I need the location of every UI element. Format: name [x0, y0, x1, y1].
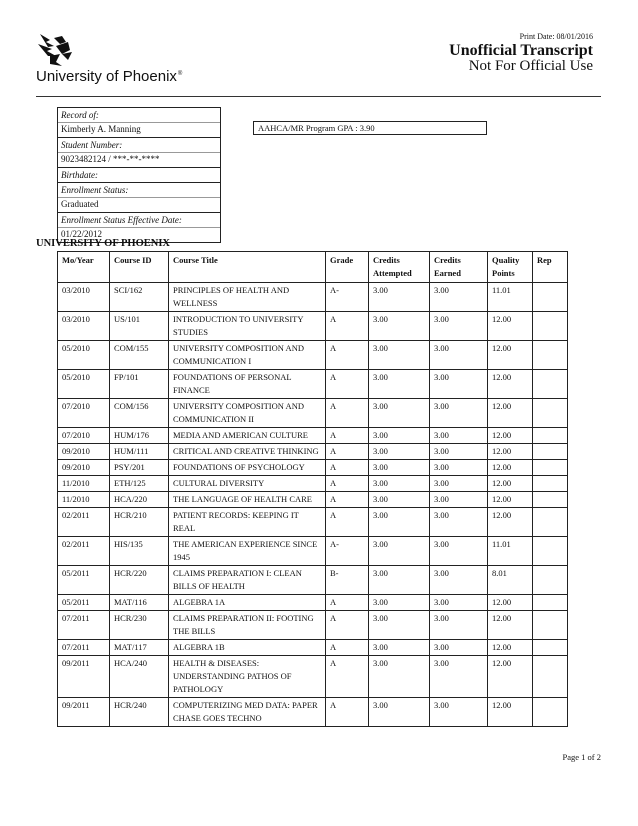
cell-credits-attempted: 3.00 — [369, 428, 430, 444]
cell-course-title: CRITICAL AND CREATIVE THINKING — [169, 444, 326, 460]
cell-rep — [533, 370, 568, 399]
cell-credits-earned: 3.00 — [430, 640, 488, 656]
cell-credits-attempted: 3.00 — [369, 312, 430, 341]
cell-quality-points: 12.00 — [488, 460, 533, 476]
cell-mo-year: 09/2010 — [58, 444, 110, 460]
cell-course-id: HCR/240 — [110, 698, 169, 727]
cell-credits-earned: 3.00 — [430, 595, 488, 611]
cell-course-title: CULTURAL DIVERSITY — [169, 476, 326, 492]
cell-mo-year: 11/2010 — [58, 492, 110, 508]
print-date: Print Date: 08/01/2016 — [519, 32, 593, 41]
cell-mo-year: 05/2010 — [58, 341, 110, 370]
page-number: Page 1 of 2 — [562, 752, 601, 762]
cell-quality-points: 12.00 — [488, 476, 533, 492]
cell-quality-points: 11.01 — [488, 283, 533, 312]
cell-credits-earned: 3.00 — [430, 460, 488, 476]
cell-grade: A — [326, 341, 369, 370]
cell-mo-year: 07/2010 — [58, 428, 110, 444]
cell-course-id: MAT/116 — [110, 595, 169, 611]
cell-mo-year: 09/2010 — [58, 460, 110, 476]
column-header-rep: Rep — [533, 252, 568, 283]
cell-credits-earned: 3.00 — [430, 312, 488, 341]
cell-course-id: FP/101 — [110, 370, 169, 399]
cell-quality-points: 12.00 — [488, 508, 533, 537]
birthdate-section — [58, 168, 220, 183]
cell-credits-attempted: 3.00 — [369, 640, 430, 656]
cell-course-title: THE AMERICAN EXPERIENCE SINCE 1945 — [169, 537, 326, 566]
cell-credits-attempted: 3.00 — [369, 341, 430, 370]
enrollment-status-label: Enrollment Status: — [61, 185, 129, 195]
column-header-mo-year: Mo/Year — [58, 252, 110, 283]
cell-rep — [533, 492, 568, 508]
cell-quality-points: 12.00 — [488, 595, 533, 611]
record-of-section — [58, 108, 220, 138]
cell-credits-attempted: 3.00 — [369, 476, 430, 492]
cell-grade: A — [326, 312, 369, 341]
cell-rep — [533, 537, 568, 566]
cell-course-title: CLAIMS PREPARATION II: FOOTING THE BILLS — [169, 611, 326, 640]
cell-grade: A- — [326, 283, 369, 312]
cell-course-id: HCA/220 — [110, 492, 169, 508]
cell-credits-earned: 3.00 — [430, 444, 488, 460]
cell-credits-earned: 3.00 — [430, 656, 488, 698]
cell-course-title: ALGEBRA 1A — [169, 595, 326, 611]
cell-grade: A — [326, 611, 369, 640]
cell-course-title: ALGEBRA 1B — [169, 640, 326, 656]
cell-course-title: INTRODUCTION TO UNIVERSITY STUDIES — [169, 312, 326, 341]
cell-quality-points: 12.00 — [488, 370, 533, 399]
cell-mo-year: 05/2010 — [58, 370, 110, 399]
table-row — [58, 460, 568, 476]
cell-course-title: UNIVERSITY COMPOSITION AND COMMUNICATION I — [169, 341, 326, 370]
cell-rep — [533, 341, 568, 370]
table-row — [58, 566, 568, 595]
cell-credits-earned: 3.00 — [430, 370, 488, 399]
record-of-label: Record of: — [61, 110, 99, 120]
cell-credits-attempted: 3.00 — [369, 444, 430, 460]
cell-rep — [533, 508, 568, 537]
cell-grade: A — [326, 444, 369, 460]
cell-mo-year: 05/2011 — [58, 595, 110, 611]
cell-mo-year: 07/2010 — [58, 399, 110, 428]
course-table — [57, 251, 568, 727]
cell-credits-attempted: 3.00 — [369, 370, 430, 399]
cell-course-id: HUM/176 — [110, 428, 169, 444]
cell-course-id: US/101 — [110, 312, 169, 341]
cell-mo-year: 03/2010 — [58, 312, 110, 341]
cell-quality-points: 12.00 — [488, 640, 533, 656]
cell-grade: A- — [326, 537, 369, 566]
enrollment-status-section — [58, 183, 220, 213]
cell-quality-points: 11.01 — [488, 537, 533, 566]
cell-course-id: PSY/201 — [110, 460, 169, 476]
cell-rep — [533, 460, 568, 476]
cell-grade: A — [326, 698, 369, 727]
page-subtitle: Not For Official Use — [468, 58, 593, 74]
cell-credits-earned: 3.00 — [430, 341, 488, 370]
cell-grade: A — [326, 595, 369, 611]
table-row — [58, 698, 568, 727]
cell-grade: A — [326, 640, 369, 656]
cell-course-id: HCR/230 — [110, 611, 169, 640]
cell-mo-year: 07/2011 — [58, 611, 110, 640]
cell-course-id: HUM/111 — [110, 444, 169, 460]
table-row — [58, 476, 568, 492]
table-row — [58, 611, 568, 640]
cell-credits-attempted: 3.00 — [369, 460, 430, 476]
university-logo — [36, 32, 206, 86]
table-row — [58, 640, 568, 656]
cell-credits-earned: 3.00 — [430, 283, 488, 312]
cell-course-id: COM/156 — [110, 399, 169, 428]
cell-credits-attempted: 3.00 — [369, 537, 430, 566]
cell-credits-earned: 3.00 — [430, 428, 488, 444]
cell-mo-year: 02/2011 — [58, 508, 110, 537]
program-gpa: AAHCA/MR Program GPA : 3.90 — [253, 121, 487, 135]
cell-grade: A — [326, 476, 369, 492]
cell-quality-points: 8.01 — [488, 566, 533, 595]
cell-credits-earned: 3.00 — [430, 476, 488, 492]
cell-rep — [533, 399, 568, 428]
cell-credits-earned: 3.00 — [430, 537, 488, 566]
cell-course-id: COM/155 — [110, 341, 169, 370]
student-number-section — [58, 138, 220, 168]
table-row — [58, 312, 568, 341]
cell-grade: A — [326, 656, 369, 698]
cell-course-title: UNIVERSITY COMPOSITION AND COMMUNICATION II — [169, 399, 326, 428]
column-header-quality-points: Quality Points — [488, 252, 533, 283]
cell-course-id: ETH/125 — [110, 476, 169, 492]
cell-mo-year: 03/2010 — [58, 283, 110, 312]
institution-heading: UNIVERSITY OF PHOENIX — [36, 238, 170, 249]
cell-course-id: HCR/220 — [110, 566, 169, 595]
cell-course-id: HIS/135 — [110, 537, 169, 566]
cell-rep — [533, 566, 568, 595]
effective-date-label: Enrollment Status Effective Date: — [61, 215, 182, 225]
cell-course-title: THE LANGUAGE OF HEALTH CARE — [169, 492, 326, 508]
cell-credits-earned: 3.00 — [430, 399, 488, 428]
cell-credits-earned: 3.00 — [430, 611, 488, 640]
table-row — [58, 595, 568, 611]
table-row — [58, 444, 568, 460]
cell-quality-points: 12.00 — [488, 656, 533, 698]
table-row — [58, 492, 568, 508]
cell-grade: A — [326, 460, 369, 476]
cell-course-id: HCA/240 — [110, 656, 169, 698]
cell-course-id: MAT/117 — [110, 640, 169, 656]
cell-credits-attempted: 3.00 — [369, 566, 430, 595]
enrollment-status-value: Graduated — [58, 197, 220, 212]
table-row — [58, 428, 568, 444]
cell-mo-year: 02/2011 — [58, 537, 110, 566]
table-row — [58, 341, 568, 370]
cell-course-title: MEDIA AND AMERICAN CULTURE — [169, 428, 326, 444]
cell-quality-points: 12.00 — [488, 611, 533, 640]
cell-course-title: FOUNDATIONS OF PSYCHOLOGY — [169, 460, 326, 476]
cell-credits-attempted: 3.00 — [369, 492, 430, 508]
cell-mo-year: 05/2011 — [58, 566, 110, 595]
record-of-value: Kimberly A. Manning — [58, 122, 220, 137]
cell-credits-earned: 3.00 — [430, 566, 488, 595]
student-number-value: 9023482124 / ***-**-**** — [58, 152, 220, 167]
cell-credits-attempted: 3.00 — [369, 698, 430, 727]
cell-credits-attempted: 3.00 — [369, 399, 430, 428]
cell-mo-year: 09/2011 — [58, 656, 110, 698]
cell-mo-year: 09/2011 — [58, 698, 110, 727]
cell-rep — [533, 428, 568, 444]
cell-quality-points: 12.00 — [488, 698, 533, 727]
logo-wordmark: University of Phoenix® — [36, 68, 183, 85]
cell-course-title: HEALTH & DISEASES: UNDERSTANDING PATHOS OF PATHOLOGY — [169, 656, 326, 698]
table-row — [58, 537, 568, 566]
cell-quality-points: 12.00 — [488, 312, 533, 341]
cell-mo-year: 11/2010 — [58, 476, 110, 492]
cell-grade: B- — [326, 566, 369, 595]
table-header-row — [58, 252, 568, 283]
cell-grade: A — [326, 370, 369, 399]
birthdate-label: Birthdate: — [61, 170, 98, 180]
cell-quality-points: 12.00 — [488, 399, 533, 428]
cell-course-title: CLAIMS PREPARATION I: CLEAN BILLS OF HEALTH — [169, 566, 326, 595]
table-row — [58, 399, 568, 428]
student-record-box — [57, 107, 221, 243]
cell-credits-attempted: 3.00 — [369, 656, 430, 698]
header-divider — [36, 96, 601, 97]
cell-grade: A — [326, 508, 369, 537]
column-header-credits-attempted: Credits Attempted — [369, 252, 430, 283]
page-title: Unofficial Transcript — [449, 42, 593, 59]
cell-rep — [533, 476, 568, 492]
cell-rep — [533, 312, 568, 341]
cell-rep — [533, 611, 568, 640]
cell-course-title: PRINCIPLES OF HEALTH AND WELLNESS — [169, 283, 326, 312]
cell-quality-points: 12.00 — [488, 492, 533, 508]
cell-rep — [533, 444, 568, 460]
cell-rep — [533, 595, 568, 611]
column-header-course-id: Course ID — [110, 252, 169, 283]
phoenix-logo-icon — [36, 32, 76, 68]
cell-mo-year: 07/2011 — [58, 640, 110, 656]
table-row — [58, 508, 568, 537]
cell-quality-points: 12.00 — [488, 444, 533, 460]
cell-rep — [533, 640, 568, 656]
effective-date-value: 01/22/2012 — [58, 227, 220, 242]
cell-course-id: SCI/162 — [110, 283, 169, 312]
cell-course-title: FOUNDATIONS OF PERSONAL FINANCE — [169, 370, 326, 399]
cell-credits-attempted: 3.00 — [369, 283, 430, 312]
cell-grade: A — [326, 492, 369, 508]
cell-credits-earned: 3.00 — [430, 698, 488, 727]
cell-rep — [533, 698, 568, 727]
column-header-grade: Grade — [326, 252, 369, 283]
table-row — [58, 283, 568, 312]
cell-credits-earned: 3.00 — [430, 492, 488, 508]
student-number-label: Student Number: — [61, 140, 123, 150]
table-row — [58, 370, 568, 399]
column-header-course-title: Course Title — [169, 252, 326, 283]
table-row — [58, 656, 568, 698]
cell-quality-points: 12.00 — [488, 341, 533, 370]
cell-grade: A — [326, 399, 369, 428]
column-header-credits-earned: Credits Earned — [430, 252, 488, 283]
cell-course-id: HCR/210 — [110, 508, 169, 537]
cell-credits-attempted: 3.00 — [369, 595, 430, 611]
cell-course-title: COMPUTERIZING MED DATA: PAPER CHASE GOES TECHNO — [169, 698, 326, 727]
cell-rep — [533, 656, 568, 698]
cell-grade: A — [326, 428, 369, 444]
cell-rep — [533, 283, 568, 312]
cell-credits-attempted: 3.00 — [369, 611, 430, 640]
cell-credits-attempted: 3.00 — [369, 508, 430, 537]
cell-quality-points: 12.00 — [488, 428, 533, 444]
cell-course-title: PATIENT RECORDS: KEEPING IT REAL — [169, 508, 326, 537]
cell-credits-earned: 3.00 — [430, 508, 488, 537]
